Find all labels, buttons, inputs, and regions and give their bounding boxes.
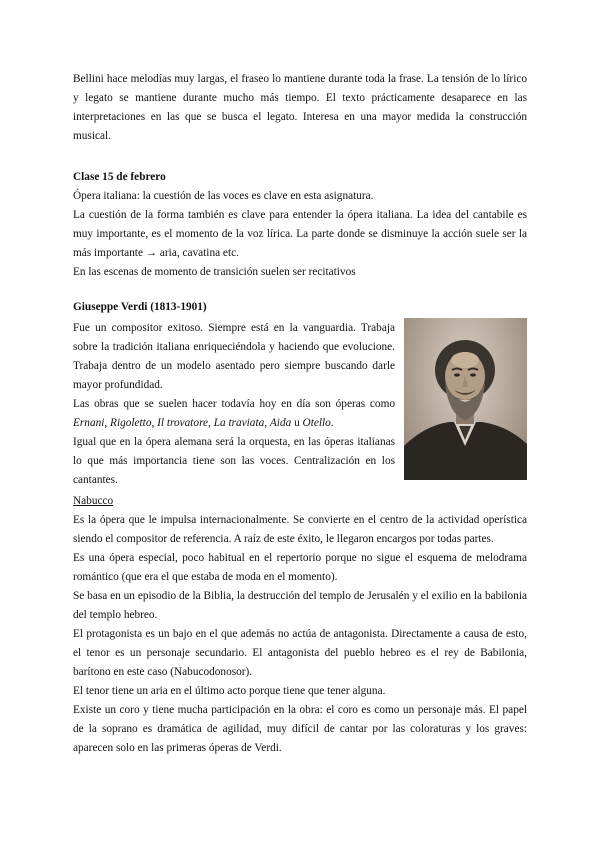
opera-title: Rigoletto — [110, 417, 152, 429]
intro-section — [73, 70, 527, 146]
nabucco-heading: Nabucco — [73, 495, 114, 507]
opera-title: Il trovatore — [157, 417, 209, 429]
nabucco-paragraph: El protagonista es un bajo en el que además no actúa de antagonista. Directamente a causa de esto, el tenor es un personaje secundario. El antagonista del pueblo hebreo es el rey de Babilonia, barítono en este caso (Nabucodonosor). — [73, 628, 527, 678]
verdi-paragraph-2 — [73, 395, 395, 433]
separator: . — [330, 417, 334, 429]
verdi-portrait-photo — [404, 318, 527, 480]
separator: , — [264, 417, 270, 429]
separator: , — [208, 417, 214, 429]
nabucco-paragraph: El tenor tiene un aria en el último acto porque tiene que tener alguna. — [73, 685, 386, 697]
verdi-works-intro: Las obras que se suelen hacer todavía hoy en día son óperas como — [73, 398, 395, 410]
opera-title: Ernani — [73, 417, 105, 429]
verdi-heading-block — [73, 298, 527, 317]
intro-paragraph: Bellini hace melodías muy largas, el fraseo lo mantiene durante toda la frase. La tensión de lo lírico y legato se mantiene durante mucho más tiempo. El texto prácticamente desaparece en las interpretaciones en las que se busca el legato. Interesa en una mayor medida la construcción musical. — [73, 73, 527, 142]
nabucco-section — [73, 492, 527, 758]
verdi-section — [73, 319, 395, 490]
nabucco-paragraph: Es una ópera especial, poco habitual en el repertorio porque no sigue el esquema de melodrama romántico (que era el que estaba de moda en el momento). — [73, 552, 527, 583]
opera-title: La traviata — [213, 417, 265, 429]
separator: u — [291, 417, 303, 429]
verdi-paragraph-3: Igual que en la ópera alemana será la orquesta, en las óperas italianas lo que más importancia tiene son las voces. Centralización en los cantantes. — [73, 436, 395, 486]
clase-section — [73, 168, 527, 282]
nabucco-paragraph: Es la ópera que le impulsa internacionalmente. Se convierte en el centro de la actividad operística siendo el compositor de referencia. A raíz de este éxito, le llegaron encargos por todas partes. — [73, 514, 527, 545]
separator: , — [151, 417, 158, 429]
nabucco-paragraph: Existe un coro y tiene mucha participación en la obra: el coro es como un personaje más. El papel de la soprano es dramática de agilidad, muy difícil de cantar por las coloraturas y los graves: aparecen solo en las primeras óperas de Verdi. — [73, 704, 527, 754]
clase-paragraph-2: La cuestión de la forma también es clave para entender la ópera italiana. La idea del cantabile es muy importante, es el momento de la voz lírica. La parte donde se disminuye la acción suele ser la más importante → aria, cavatina etc. — [73, 209, 527, 259]
opera-title: Aida — [269, 417, 292, 429]
clase-heading: Clase 15 de febrero — [73, 171, 166, 183]
nabucco-paragraph: Se basa en un episodio de la Biblia, la destrucción del templo de Jerusalén y el exilio en la babilonia del templo hebreo. — [73, 590, 527, 621]
verdi-heading: Giuseppe Verdi (1813-1901) — [73, 301, 207, 313]
separator: , — [104, 417, 111, 429]
clase-paragraph-3: En las escenas de momento de transición suelen ser recitativos — [73, 266, 356, 278]
opera-title: Otello — [302, 417, 331, 429]
clase-paragraph-1: Ópera italiana: la cuestión de las voces es clave en esta asignatura. — [73, 190, 374, 202]
verdi-paragraph-1: Fue un compositor exitoso. Siempre está en la vanguardia. Trabaja sobre la tradición italiana enriqueciéndola y haciendo que evolucione. Trabaja dentro de un modelo asentado pero siempre buscando darle mayor profundidad. — [73, 322, 395, 391]
